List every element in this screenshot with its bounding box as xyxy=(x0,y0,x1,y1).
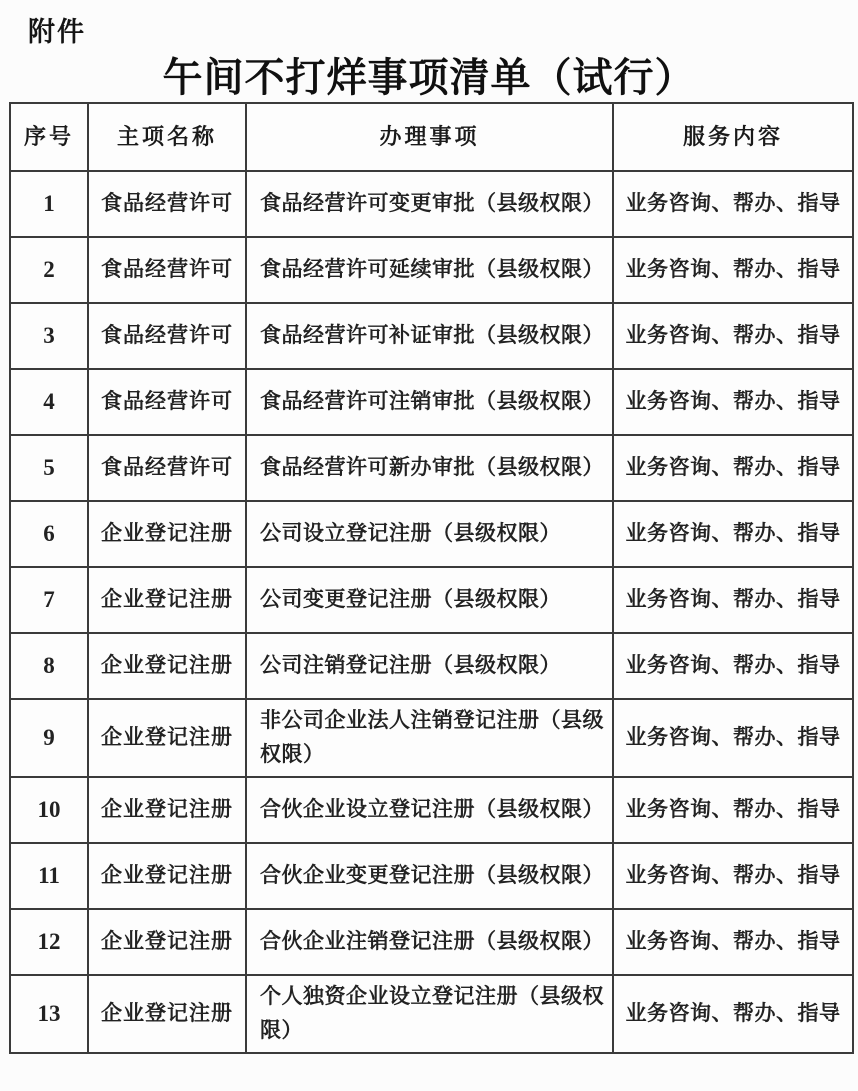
service-content-cell: 业务咨询、帮办、指导 xyxy=(613,501,853,567)
serial-number-cell: 8 xyxy=(10,633,88,699)
service-content-cell: 业务咨询、帮办、指导 xyxy=(613,699,853,777)
service-items-table xyxy=(9,102,854,1054)
main-item-name-cell: 食品经营许可 xyxy=(88,303,246,369)
serial-number-cell: 6 xyxy=(10,501,88,567)
table-row xyxy=(10,909,853,975)
serial-number-cell: 5 xyxy=(10,435,88,501)
serial-number-cell: 2 xyxy=(10,237,88,303)
serial-number-cell: 11 xyxy=(10,843,88,909)
serial-number-cell: 1 xyxy=(10,171,88,237)
serial-number-cell: 13 xyxy=(10,975,88,1053)
table-row xyxy=(10,369,853,435)
page-title: 午间不打烊事项清单（试行） xyxy=(162,55,696,100)
service-content-cell: 业务咨询、帮办、指导 xyxy=(613,369,853,435)
main-item-name-cell: 食品经营许可 xyxy=(88,369,246,435)
table-row xyxy=(10,303,853,369)
main-item-name-cell: 企业登记注册 xyxy=(88,777,246,843)
service-content-cell: 业务咨询、帮办、指导 xyxy=(613,435,853,501)
serial-number-cell: 3 xyxy=(10,303,88,369)
handling-item-cell: 公司变更登记注册（县级权限） xyxy=(246,567,613,633)
table-body xyxy=(10,171,853,1053)
handling-item-cell: 公司设立登记注册（县级权限） xyxy=(246,501,613,567)
main-item-name-cell: 食品经营许可 xyxy=(88,171,246,237)
handling-item-cell: 非公司企业法人注销登记注册（县级权限） xyxy=(246,699,613,777)
table-row xyxy=(10,777,853,843)
handling-item-cell: 食品经营许可变更审批（县级权限） xyxy=(246,171,613,237)
main-item-name-cell: 企业登记注册 xyxy=(88,567,246,633)
table-row xyxy=(10,237,853,303)
main-item-name-cell: 企业登记注册 xyxy=(88,699,246,777)
handling-item-cell: 合伙企业变更登记注册（县级权限） xyxy=(246,843,613,909)
table-row xyxy=(10,633,853,699)
handling-item-cell: 食品经营许可注销审批（县级权限） xyxy=(246,369,613,435)
handling-item-cell: 公司注销登记注册（县级权限） xyxy=(246,633,613,699)
service-content-cell: 业务咨询、帮办、指导 xyxy=(613,567,853,633)
header-handling-item: 办理事项 xyxy=(246,103,613,171)
table-row xyxy=(10,699,853,777)
handling-item-cell: 合伙企业设立登记注册（县级权限） xyxy=(246,777,613,843)
handling-item-cell: 食品经营许可延续审批（县级权限） xyxy=(246,237,613,303)
main-item-name-cell: 食品经营许可 xyxy=(88,237,246,303)
table-row xyxy=(10,501,853,567)
table-row xyxy=(10,843,853,909)
service-content-cell: 业务咨询、帮办、指导 xyxy=(613,303,853,369)
main-item-name-cell: 企业登记注册 xyxy=(88,843,246,909)
table-row xyxy=(10,171,853,237)
handling-item-cell: 合伙企业注销登记注册（县级权限） xyxy=(246,909,613,975)
header-service-content: 服务内容 xyxy=(613,103,853,171)
serial-number-cell: 4 xyxy=(10,369,88,435)
service-content-cell: 业务咨询、帮办、指导 xyxy=(613,237,853,303)
header-main-item-name: 主项名称 xyxy=(88,103,246,171)
attachment-label: 附件 xyxy=(28,17,86,47)
main-item-name-cell: 企业登记注册 xyxy=(88,975,246,1053)
serial-number-cell: 7 xyxy=(10,567,88,633)
handling-item-cell: 食品经营许可新办审批（县级权限） xyxy=(246,435,613,501)
main-item-name-cell: 食品经营许可 xyxy=(88,435,246,501)
table-row xyxy=(10,567,853,633)
serial-number-cell: 12 xyxy=(10,909,88,975)
serial-number-cell: 10 xyxy=(10,777,88,843)
service-content-cell: 业务咨询、帮办、指导 xyxy=(613,975,853,1053)
handling-item-cell: 食品经营许可补证审批（县级权限） xyxy=(246,303,613,369)
table-row xyxy=(10,435,853,501)
header-serial-number: 序号 xyxy=(10,103,88,171)
service-content-cell: 业务咨询、帮办、指导 xyxy=(613,171,853,237)
service-content-cell: 业务咨询、帮办、指导 xyxy=(613,843,853,909)
serial-number-cell: 9 xyxy=(10,699,88,777)
service-content-cell: 业务咨询、帮办、指导 xyxy=(613,777,853,843)
main-item-name-cell: 企业登记注册 xyxy=(88,909,246,975)
handling-item-cell: 个人独资企业设立登记注册（县级权限） xyxy=(246,975,613,1053)
service-content-cell: 业务咨询、帮办、指导 xyxy=(613,909,853,975)
main-item-name-cell: 企业登记注册 xyxy=(88,633,246,699)
table-header-row xyxy=(10,103,853,171)
service-content-cell: 业务咨询、帮办、指导 xyxy=(613,633,853,699)
table-row xyxy=(10,975,853,1053)
main-item-name-cell: 企业登记注册 xyxy=(88,501,246,567)
